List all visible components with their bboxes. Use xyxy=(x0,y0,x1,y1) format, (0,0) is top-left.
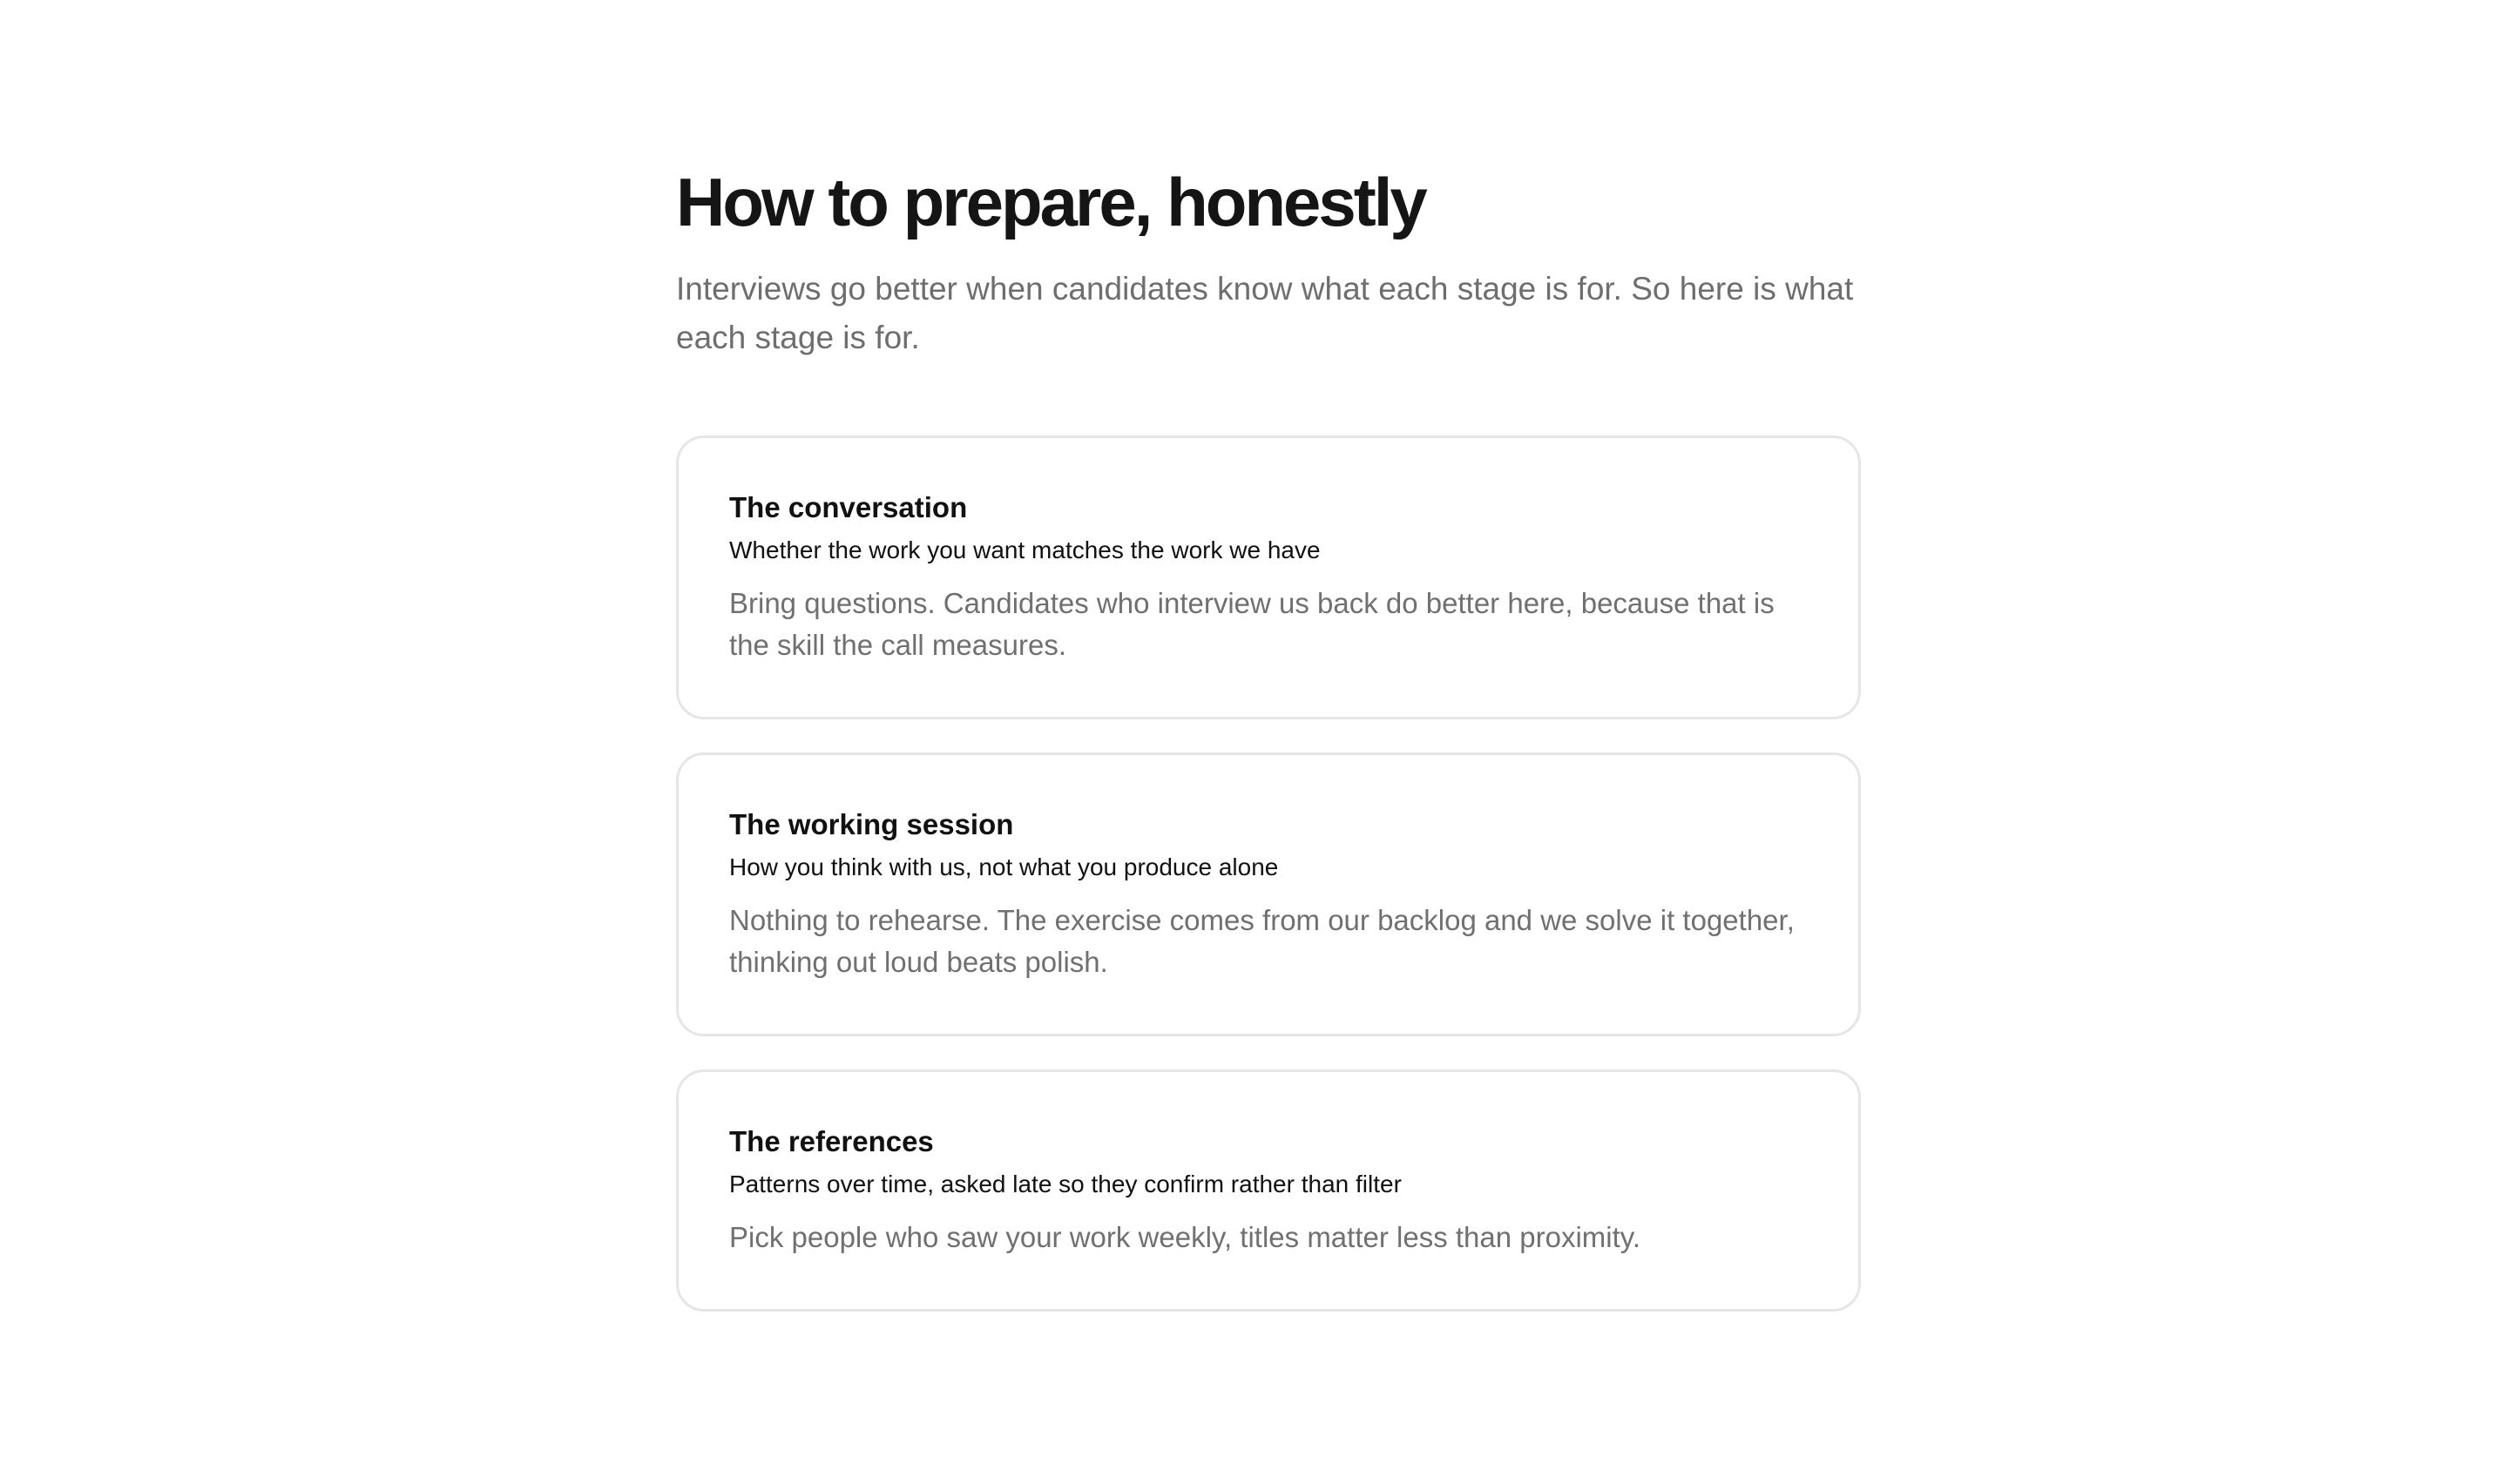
stage-title: The references xyxy=(729,1125,934,1157)
page-title: How to prepare, honestly xyxy=(676,164,1425,240)
stage-list xyxy=(676,435,1861,1312)
stage-card-working-session xyxy=(676,752,1861,1036)
stage-title: The conversation xyxy=(729,491,968,523)
stage-purpose: Whether the work you want matches the work we have xyxy=(729,536,1321,563)
stage-advice: Pick people who saw your work weekly, titles matter less than proximity. xyxy=(729,1221,1640,1253)
stage-title: The working session xyxy=(729,808,1014,840)
stage-card-references xyxy=(676,1069,1861,1312)
stage-advice: Nothing to rehearse. The exercise comes from our backlog and we solve it together, thinking out loud beats polish. xyxy=(729,904,1795,978)
stage-purpose: How you think with us, not what you produce alone xyxy=(729,853,1279,880)
stage-card-conversation xyxy=(676,435,1861,719)
stage-advice: Bring questions. Candidates who interview us back do better here, because that is the skill the call measures. xyxy=(729,587,1775,661)
stage-purpose: Patterns over time, asked late so they confirm rather than filter xyxy=(729,1170,1402,1197)
main-content xyxy=(676,155,1861,1345)
page-intro: Interviews go better when candidates know what each stage is for. So here is what each stage is for. xyxy=(676,271,1854,355)
